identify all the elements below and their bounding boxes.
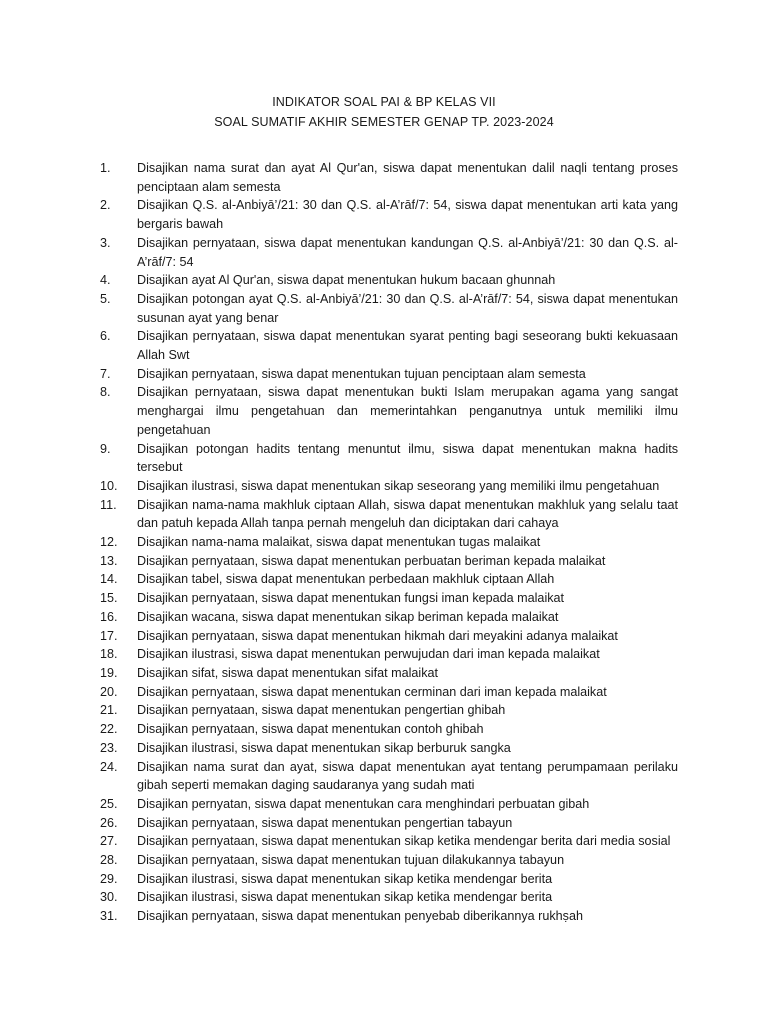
item-text: Disajikan pernyataan, siswa dapat menentukan hikmah dari meyakini adanya malaikat — [137, 628, 618, 643]
item-number: 29. — [100, 871, 118, 886]
item-number: 18. — [100, 647, 118, 662]
list-item — [100, 720, 678, 739]
list-item — [100, 159, 678, 196]
item-number: 20. — [100, 684, 118, 699]
list-item — [100, 683, 678, 702]
list-item — [100, 589, 678, 608]
document-subtitle: SOAL SUMATIF AKHIR SEMESTER GENAP TP. 2023-2024 — [214, 115, 554, 129]
list-item — [100, 645, 678, 664]
item-text: Disajikan pernyataan, siswa dapat menentukan tujuan penciptaan alam semesta — [137, 366, 586, 381]
item-number: 27. — [100, 834, 118, 849]
item-number: 12. — [100, 535, 118, 550]
list-item — [100, 496, 678, 533]
item-number: 10. — [100, 478, 118, 493]
list-item — [100, 477, 678, 496]
item-text: Disajikan pernyataan, siswa dapat menentukan syarat penting bagi seseorang bukti kekuasaan Allah Swt — [137, 329, 678, 363]
list-item — [100, 739, 678, 758]
item-text: Disajikan pernyataan, siswa dapat menentukan perbuatan beriman kepada malaikat — [137, 553, 606, 568]
item-number: 6. — [100, 329, 111, 344]
list-item — [100, 758, 678, 795]
item-number: 23. — [100, 740, 118, 755]
item-number: 25. — [100, 796, 118, 811]
item-text: Disajikan pernyataan, siswa dapat menentukan penyebab diberikannya rukhṣah — [137, 909, 583, 924]
item-number: 21. — [100, 703, 118, 718]
item-number: 1. — [100, 161, 111, 175]
list-item — [100, 832, 678, 851]
list-item — [100, 440, 678, 477]
list-item — [100, 196, 678, 233]
item-number: 9. — [100, 441, 111, 456]
document-title: INDIKATOR SOAL PAI & BP KELAS VII — [272, 95, 496, 109]
item-text: Disajikan pernyataan, siswa dapat menentukan pengertian tabayun — [137, 815, 513, 830]
item-text: Disajikan ilustrasi, siswa dapat menentukan sikap ketika mendengar berita — [137, 871, 553, 886]
item-number: 17. — [100, 628, 118, 643]
item-text: Disajikan ilustrasi, siswa dapat menentukan sikap ketika mendengar berita — [137, 890, 553, 905]
item-text: Disajikan potongan hadits tentang menuntut ilmu, siswa dapat menentukan makna hadits tersebut — [137, 441, 678, 475]
item-number: 2. — [100, 198, 111, 213]
item-text: Disajikan tabel, siswa dapat menentukan perbedaan makhluk ciptaan Allah — [137, 572, 555, 587]
list-item — [100, 888, 678, 907]
item-number: 30. — [100, 890, 118, 905]
list-item — [100, 383, 678, 439]
item-text: Disajikan pernyataan, siswa dapat menentukan contoh ghibah — [137, 722, 484, 737]
item-number: 14. — [100, 572, 118, 587]
item-text: Disajikan sifat, siswa dapat menentukan sifat malaikat — [137, 665, 438, 680]
item-number: 22. — [100, 722, 118, 737]
item-text: Disajikan pernyataan, siswa dapat menentukan pengertian ghibah — [137, 703, 506, 718]
item-text: Disajikan ayat Al Qur'an, siswa dapat menentukan hukum bacaan ghunnah — [137, 273, 556, 288]
item-number: 3. — [100, 235, 111, 250]
item-text: Disajikan nama-nama malaikat, siswa dapat menentukan tugas malaikat — [137, 535, 541, 550]
item-number: 31. — [100, 909, 118, 924]
item-text: Disajikan pernyataan, siswa dapat menentukan tujuan dilakukannya tabayun — [137, 853, 565, 868]
item-number: 16. — [100, 609, 118, 624]
item-text: Disajikan wacana, siswa dapat menentukan sikap beriman kepada malaikat — [137, 609, 559, 624]
list-item — [100, 795, 678, 814]
item-text: Disajikan ilustrasi, siswa dapat menentukan sikap berburuk sangka — [137, 740, 511, 755]
list-item — [100, 851, 678, 870]
item-text: Disajikan potongan ayat Q.S. al-Anbiyā’/21: 30 dan Q.S. al-A’rāf/7: 54, siswa dapat menentukan susunan ayat yang benar — [137, 291, 678, 325]
list-item — [100, 627, 678, 646]
item-number: 7. — [100, 366, 111, 381]
item-text: Disajikan nama surat dan ayat Al Qur'an, siswa dapat menentukan dalil naqli tentang proses penciptaan alam semesta — [137, 161, 678, 194]
item-number: 28. — [100, 853, 118, 868]
item-text: Disajikan pernyataan, siswa dapat menentukan bukti Islam merupakan agama yang sangat menghargai ilmu pengetahuan dan memerintahkan penganutnya untuk memiliki ilmu pengetahuan — [137, 385, 678, 437]
list-item — [100, 327, 678, 364]
item-text: Disajikan nama surat dan ayat, siswa dapat menentukan ayat tentang perumpamaan perilaku gibah seperti memakan daging saudaranya yang sudah mati — [137, 759, 678, 793]
list-item — [100, 907, 678, 926]
list-item — [100, 552, 678, 571]
item-text: Disajikan pernyataan, siswa dapat menentukan kandungan Q.S. al-Anbiyā’/21: 30 dan Q.S. al-A’rāf/7: 54 — [137, 235, 678, 269]
item-number: 15. — [100, 591, 118, 606]
item-number: 4. — [100, 273, 111, 288]
item-number: 11. — [100, 497, 117, 512]
item-number: 26. — [100, 815, 118, 830]
list-item — [100, 814, 678, 833]
list-item — [100, 234, 678, 271]
item-text: Disajikan ilustrasi, siswa dapat menentukan perwujudan dari iman kepada malaikat — [137, 647, 600, 662]
list-item — [100, 701, 678, 720]
item-text: Disajikan Q.S. al-Anbiyā’/21: 30 dan Q.S. al-A’rāf/7: 54, siswa dapat menentukan arti kata yang bergaris bawah — [137, 198, 678, 232]
list-item — [100, 664, 678, 683]
list-item — [100, 365, 678, 384]
item-text: Disajikan nama-nama makhluk ciptaan Allah, siswa dapat menentukan makhluk yang selalu taat dan patuh kepada Allah tanpa pernah mengeluh dan diciptakan dari cahaya — [137, 497, 678, 531]
indicator-list — [100, 159, 678, 926]
item-text: Disajikan pernyataan, siswa dapat menentukan fungsi iman kepada malaikat — [137, 591, 565, 606]
list-item — [100, 290, 678, 327]
item-text: Disajikan pernyataan, siswa dapat menentukan cerminan dari iman kepada malaikat — [137, 684, 607, 699]
item-number: 5. — [100, 291, 111, 306]
list-item — [100, 608, 678, 627]
item-text: Disajikan pernyataan, siswa dapat menentukan sikap ketika mendengar berita dari media sosial — [137, 834, 671, 849]
item-number: 24. — [100, 759, 118, 774]
list-item — [100, 533, 678, 552]
document-header — [0, 92, 768, 132]
item-text: Disajikan ilustrasi, siswa dapat menentukan sikap seseorang yang memiliki ilmu pengetahuan — [137, 478, 660, 493]
item-text: Disajikan pernyatan, siswa dapat menentukan cara menghindari perbuatan gibah — [137, 796, 590, 811]
list-item — [100, 570, 678, 589]
item-number: 8. — [100, 385, 111, 400]
list-item — [100, 870, 678, 889]
list-item — [100, 271, 678, 290]
item-number: 13. — [100, 553, 118, 568]
item-number: 19. — [100, 665, 118, 680]
